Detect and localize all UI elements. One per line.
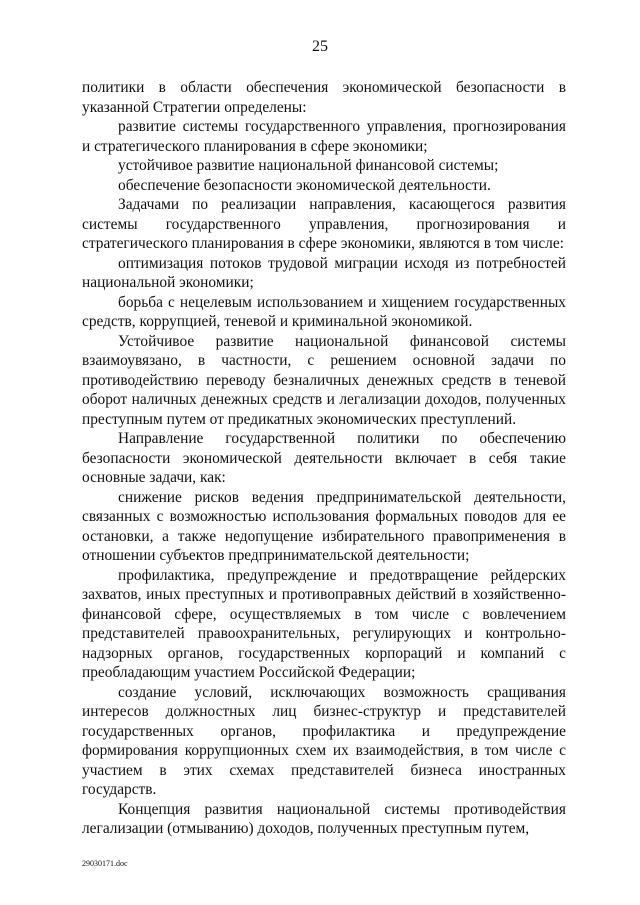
paragraph: Задачами по реализации направления, касающегося развития системы государственного управления, прогнозирования и стратегического планирования в сфере экономики, являются в том числе: (82, 196, 566, 252)
paragraph: обеспечение безопасности экономической деятельности. (118, 176, 491, 194)
paragraph: борьба с нецелевым использованием и хищением государственных средств, коррупцией, теневой и криминальной экономикой. (82, 293, 566, 330)
paragraph: Направление государственной политики по обеспечению безопасности экономической деятельности включает в себя такие основные задачи, как: (82, 430, 566, 486)
paragraph: Концепция развития национальной системы противодействия легализации (отмыванию) доходов, полученных преступным путем, (82, 800, 566, 837)
footer-filename: 29030171.doc (82, 859, 128, 868)
paragraph: профилактика, предупреждение и предотвращение рейдерских захватов, иных преступных и противоправных действий в хозяйственно-финансовой сфере, осуществляемых в том числе с вовлечением представителей правоохранительных, регулирующих и контрольно-надзорных органов, государственных корпораций и компаний с преобладающим участием Российской Федерации; (82, 566, 566, 681)
paragraph: оптимизация потоков трудовой миграции исходя из потребностей национальной экономики; (82, 254, 566, 291)
paragraph: устойчивое развитие национальной финансовой системы; (118, 157, 499, 174)
paragraph: политики в области обеспечения экономической безопасности в указанной Стратегии определены: (82, 79, 566, 116)
paragraph: развитие системы государственного управления, прогнозирования и стратегического планирования в сфере экономики; (82, 118, 566, 155)
paragraph: создание условий, исключающих возможность сращивания интересов должностных лиц бизнес-структур и представителей государственных органов, профилактика и предупреждение формирования коррупционных схем их взаимодействия, в том числе с участием в этих схемах представителей бизнеса иностранных государств. (82, 683, 566, 798)
paragraph: снижение рисков ведения предпринимательской деятельности, связанных с возможностью использования формальных поводов для ее остановки, а также недопущение избирательного правоприменения в отношении субъектов предпринимательской деятельности; (82, 488, 566, 564)
page-number: 25 (312, 38, 328, 55)
document-body (82, 78, 566, 839)
paragraph: Устойчивое развитие национальной финансовой системы взаимоувязано, в частности, с решением основной задачи по противодействию переводу безналичных денежных средств в теневой оборот наличных денежных средств и легализации доходов, полученных преступным путем от предикатных экономических преступлений. (82, 332, 566, 428)
